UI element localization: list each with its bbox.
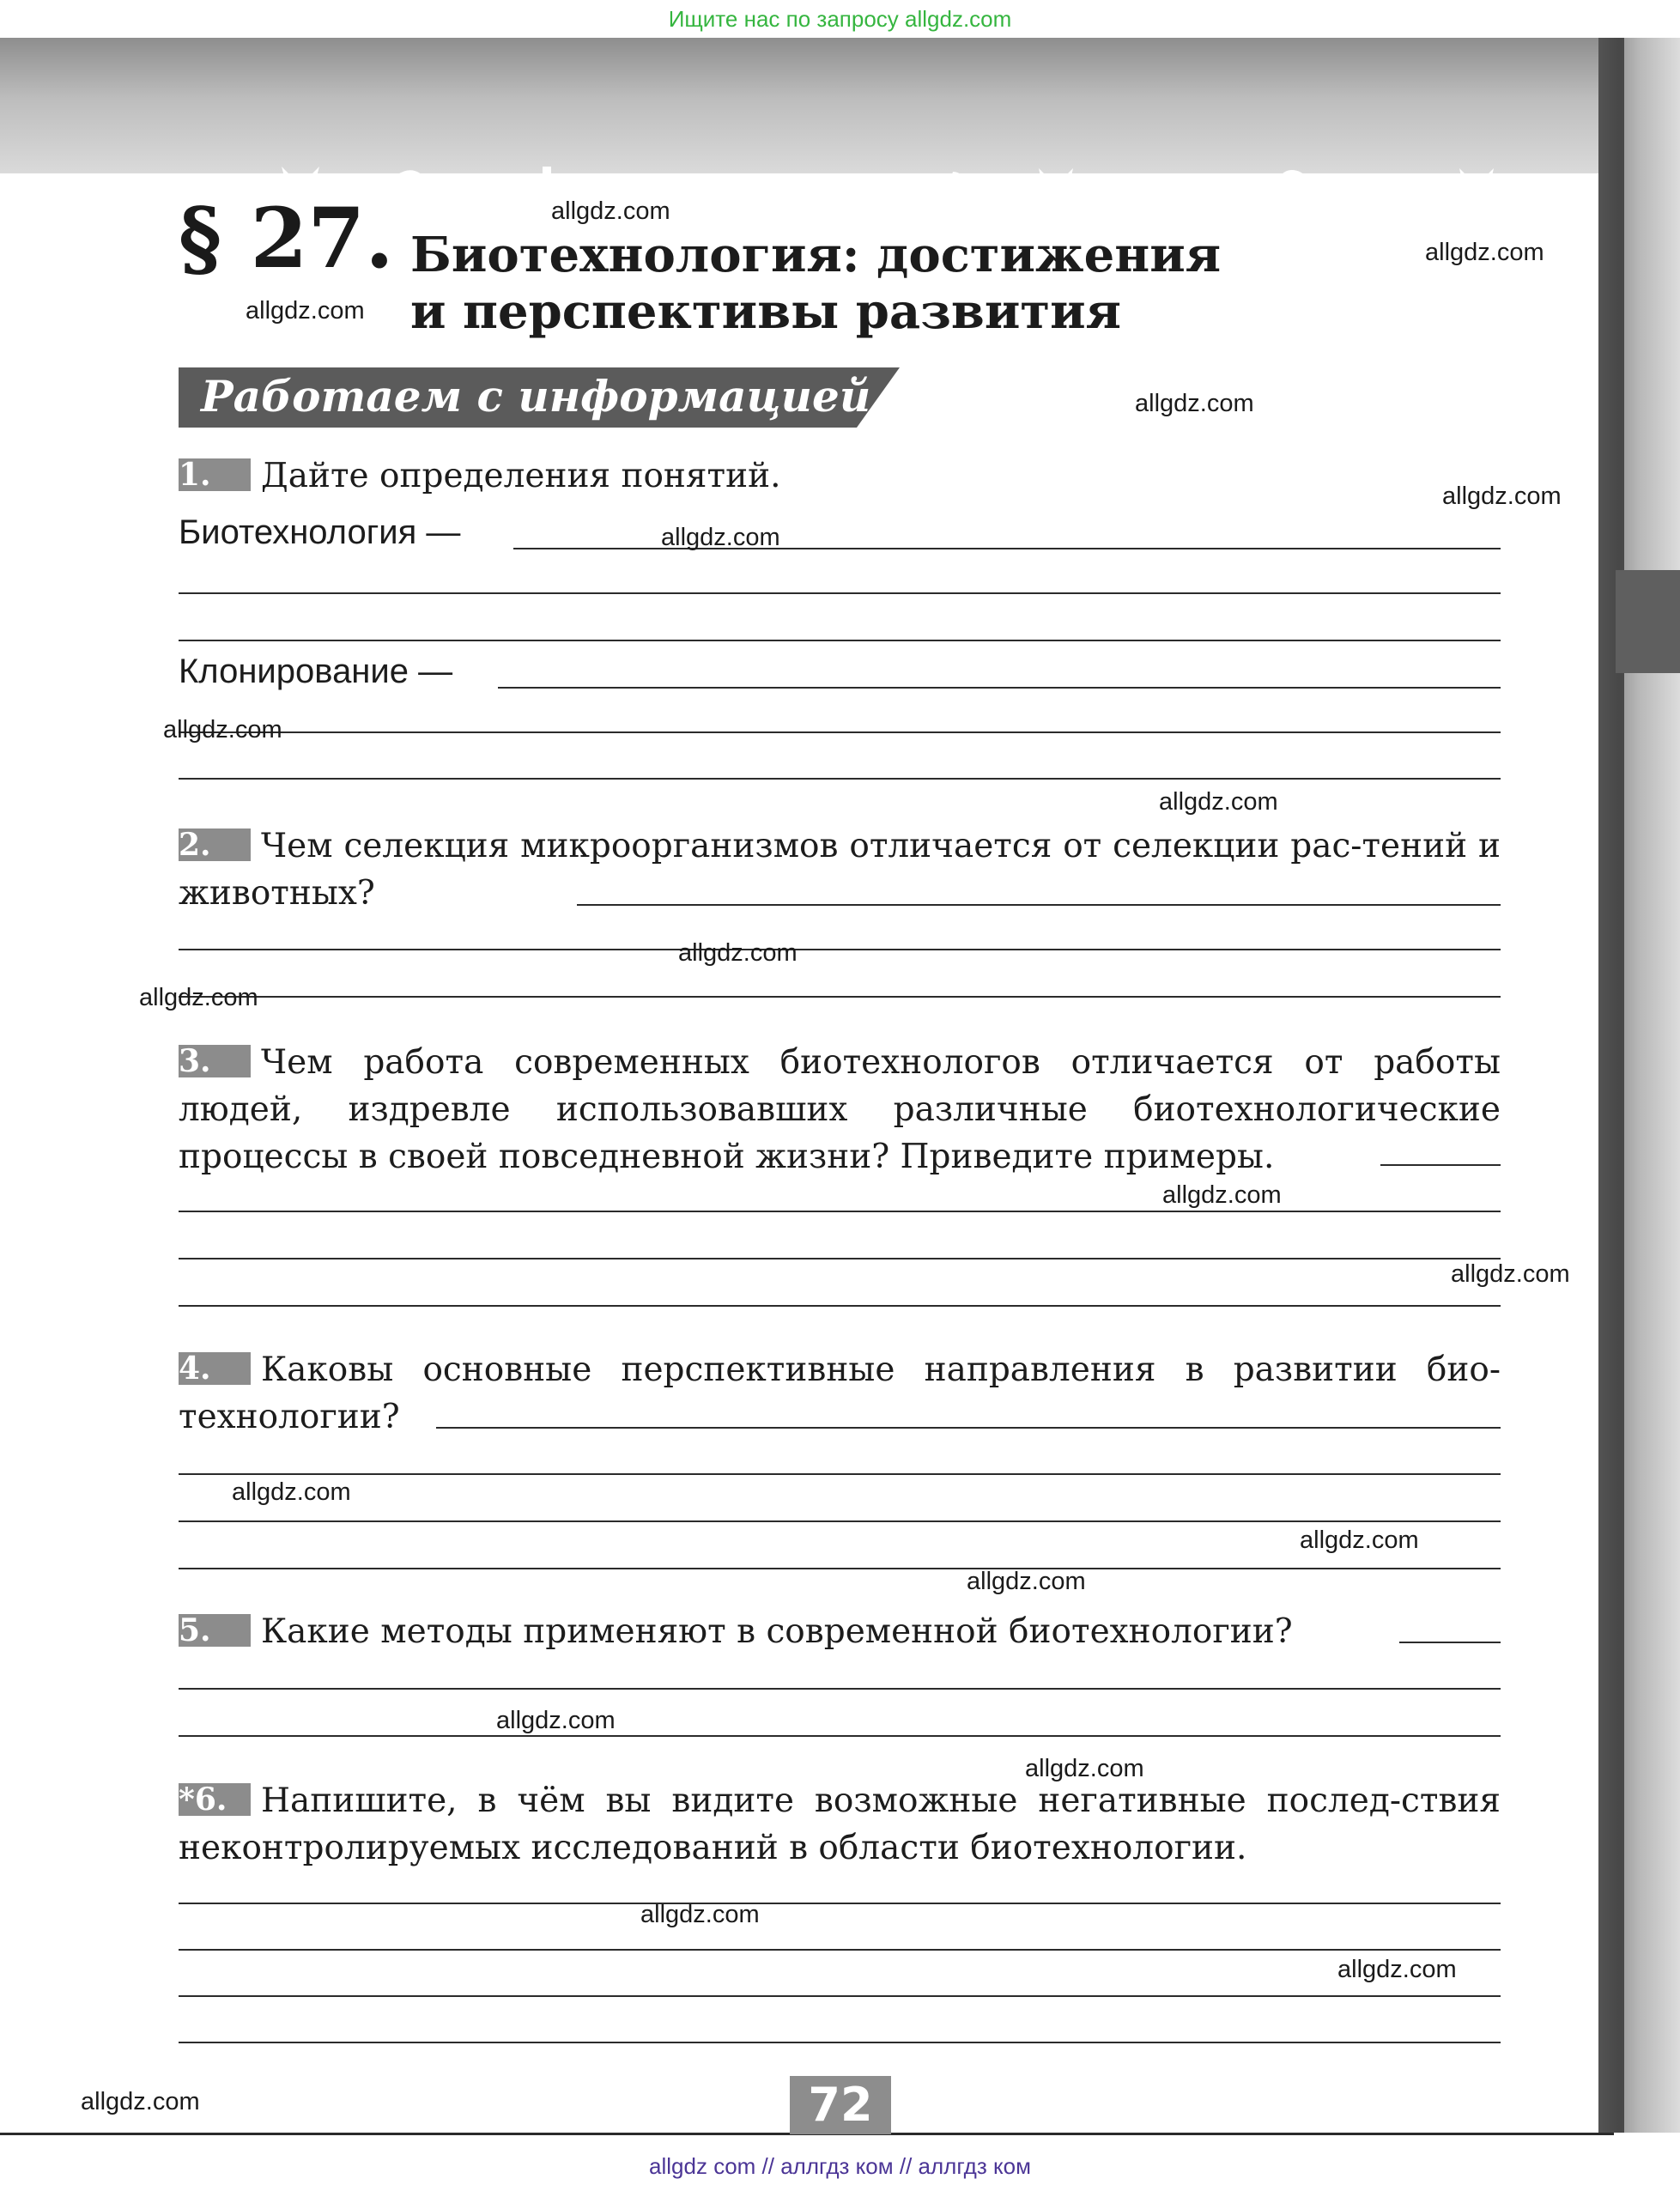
answer-line[interactable] bbox=[179, 1995, 1501, 1997]
task-6-badge: *6. bbox=[179, 1783, 251, 1816]
answer-line[interactable] bbox=[179, 1903, 1501, 1904]
answer-line[interactable] bbox=[179, 1305, 1501, 1307]
section-title-line2: и перспективы развития bbox=[410, 283, 1121, 340]
page-edge-tab bbox=[1616, 570, 1680, 673]
watermark: allgdz.com bbox=[678, 939, 798, 967]
answer-line[interactable] bbox=[179, 731, 1501, 733]
task-3-badge: 3. bbox=[179, 1045, 251, 1077]
answer-line[interactable] bbox=[179, 949, 1501, 950]
answer-line[interactable] bbox=[179, 640, 1501, 641]
fold-shadow bbox=[1598, 38, 1624, 2133]
watermark: allgdz.com bbox=[640, 1901, 760, 1928]
answer-line[interactable] bbox=[179, 1688, 1501, 1690]
watermark: allgdz.com bbox=[967, 1568, 1086, 1595]
watermark: allgdz.com bbox=[246, 297, 365, 325]
task-1-text: Дайте определения понятий. bbox=[261, 457, 781, 495]
watermark: allgdz.com bbox=[163, 716, 282, 744]
watermark: allgdz.com bbox=[661, 524, 780, 551]
subheading-banner bbox=[179, 367, 900, 428]
answer-line[interactable] bbox=[179, 1568, 1501, 1569]
answer-line[interactable] bbox=[179, 1258, 1501, 1259]
task-6 bbox=[179, 1777, 1501, 1872]
answer-line[interactable] bbox=[179, 1211, 1501, 1212]
answer-line[interactable] bbox=[1399, 1642, 1501, 1643]
watermark: allgdz.com bbox=[496, 1707, 616, 1734]
task-3-text: Чем работа современных биотехнологов отличается от работы людей, издревле использовавших различные биотехнологические процессы в своей повседневной жизни? Приведите примеры. bbox=[179, 1043, 1501, 1176]
task-1-badge: 1. bbox=[179, 458, 251, 491]
answer-line[interactable] bbox=[498, 687, 1501, 689]
watermark: allgdz.com bbox=[81, 2088, 200, 2115]
answer-line[interactable] bbox=[1380, 1164, 1501, 1166]
subheading-text: Работаем с информацией bbox=[201, 371, 871, 422]
answer-line[interactable] bbox=[179, 996, 1501, 998]
watermark: allgdz.com bbox=[1337, 1956, 1457, 1983]
answer-line[interactable] bbox=[179, 778, 1501, 780]
task-1 bbox=[179, 452, 1501, 500]
task-4-text: Каковы основные перспективные направления в развитии био-технологии? bbox=[179, 1350, 1501, 1436]
task-2-text: Чем селекция микроорганизмов отличается от селекции рас-тений и животных? bbox=[179, 827, 1501, 913]
watermark: allgdz.com bbox=[1425, 239, 1544, 266]
top-banner[interactable]: Ищите нас по запросу allgdz.com bbox=[668, 6, 1012, 32]
task-4-badge: 4. bbox=[179, 1352, 251, 1385]
answer-line[interactable] bbox=[179, 1473, 1501, 1475]
answer-line[interactable] bbox=[436, 1427, 1501, 1429]
watermark: allgdz.com bbox=[232, 1478, 351, 1506]
watermark: allgdz.com bbox=[1300, 1526, 1419, 1554]
answer-line[interactable] bbox=[179, 2042, 1501, 2043]
header-band bbox=[0, 38, 1614, 173]
watermark: allgdz.com bbox=[1025, 1755, 1144, 1782]
watermark: allgdz.com bbox=[1442, 483, 1562, 510]
term-cloning-label: Клонирование — bbox=[179, 652, 453, 690]
term-biotechnology-label: Биотехнология — bbox=[179, 513, 461, 551]
section-number: § 27. bbox=[179, 190, 394, 287]
answer-line[interactable] bbox=[179, 1949, 1501, 1951]
watermark: allgdz.com bbox=[1451, 1260, 1570, 1288]
task-2 bbox=[179, 822, 1501, 917]
page-number: 72 bbox=[790, 2076, 891, 2134]
page-fold-edge bbox=[1598, 38, 1680, 2133]
task-2-badge: 2. bbox=[179, 828, 251, 861]
watermark: allgdz.com bbox=[551, 197, 670, 225]
task-5 bbox=[179, 1608, 1501, 1655]
watermark: allgdz.com bbox=[139, 984, 258, 1011]
answer-line[interactable] bbox=[179, 592, 1501, 594]
answer-line[interactable] bbox=[179, 1520, 1501, 1522]
task-5-badge: 5. bbox=[179, 1614, 251, 1647]
answer-line[interactable] bbox=[179, 1735, 1501, 1737]
answer-line[interactable] bbox=[577, 904, 1501, 906]
task-6-text: Напишите, в чём вы видите возможные негативные послед-ствия неконтролируемых исследований в области биотехнологии. bbox=[179, 1781, 1501, 1867]
watermark: allgdz.com bbox=[1159, 788, 1278, 816]
watermark: allgdz.com bbox=[1135, 390, 1254, 417]
task-3 bbox=[179, 1039, 1501, 1181]
section-title-line1: Биотехнология: достижения bbox=[410, 227, 1222, 283]
bottom-banner[interactable]: allgdz com // аллгдз ком // аллгдз ком bbox=[649, 2153, 1031, 2179]
task-5-text: Какие методы применяют в современной биотехнологии? bbox=[261, 1612, 1293, 1651]
watermark: allgdz.com bbox=[1162, 1181, 1282, 1209]
